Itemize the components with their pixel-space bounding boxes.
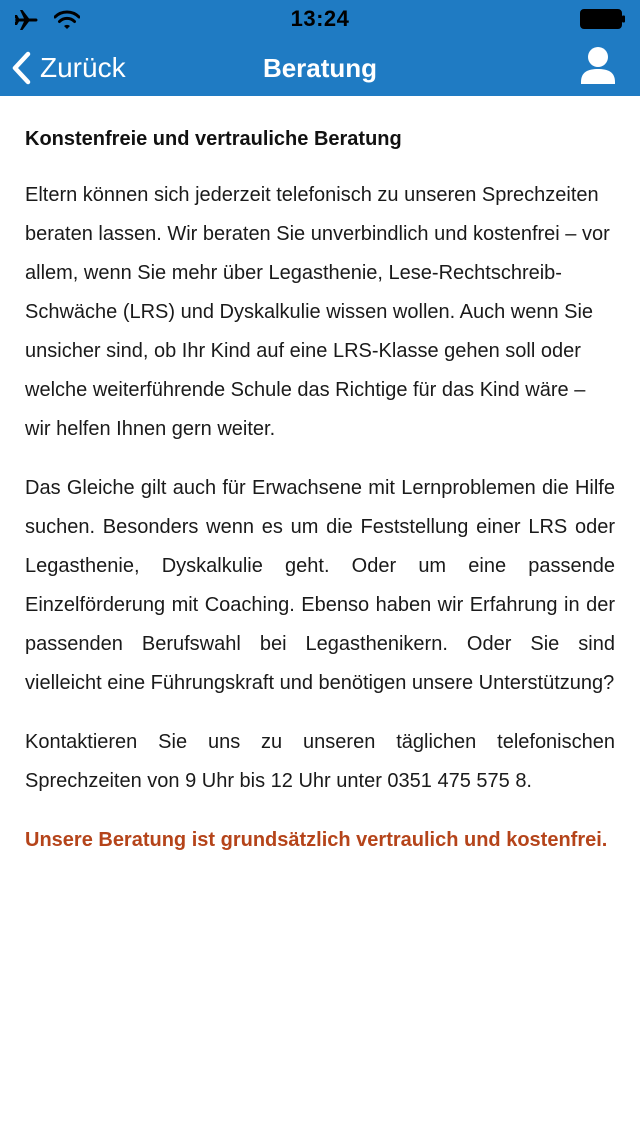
paragraph-contact: Kontaktieren Sie uns zu unseren täglichen telefonischen Sprechzeiten von 9 Uhr bis 12 Uhr unter 0351 475 575 8. <box>25 731 615 792</box>
chevron-left-icon <box>10 51 32 85</box>
back-button[interactable] <box>10 46 126 90</box>
content-area <box>25 120 615 860</box>
paragraph-parents: Eltern können sich jederzeit telefonisch zu unseren Sprechzeiten beraten lassen. Wir beraten Sie unverbindlich und kostenfrei – vor allem, wenn Sie mehr über Legasthenie, Lese-Rechtschreib-Schwäche (LRS) und Dyskalkulie wissen wollen. Auch wenn Sie unsicher sind, ob Ihr Kind auf eine LRS-Klasse gehen soll oder welche weiterführende Schule das Richtige für das Kind wäre – wir helfen Ihnen gern weiter. <box>25 184 610 440</box>
navigation-bar <box>0 40 640 96</box>
status-time: 13:24 <box>290 6 350 31</box>
back-label: Zurück <box>40 52 126 83</box>
section-heading: Konstenfreie und vertrauliche Beratung <box>25 128 402 150</box>
paragraph-adults: Das Gleiche gilt auch für Erwachsene mit Lernproblemen die Hilfe suchen. Besonders wenn es um die Feststellung einer LRS oder Legasthenie, Dyskalkulie geht. Oder um eine passende Einzelförderung mit Coaching. Ebenso haben wir Erfahrung in der passenden Berufswahl bei Legasthenikern. Oder Sie sind vielleicht eine Führungskraft und benötigen unsere Unterstützung? <box>25 477 615 694</box>
page-title: Beratung <box>262 53 378 83</box>
top-bar <box>0 0 640 96</box>
user-icon[interactable] <box>578 44 618 88</box>
highlight-note: Unsere Beratung ist grundsätzlich vertraulich und kostenfrei. <box>25 829 608 851</box>
status-bar <box>0 0 640 40</box>
battery-icon <box>580 9 626 29</box>
